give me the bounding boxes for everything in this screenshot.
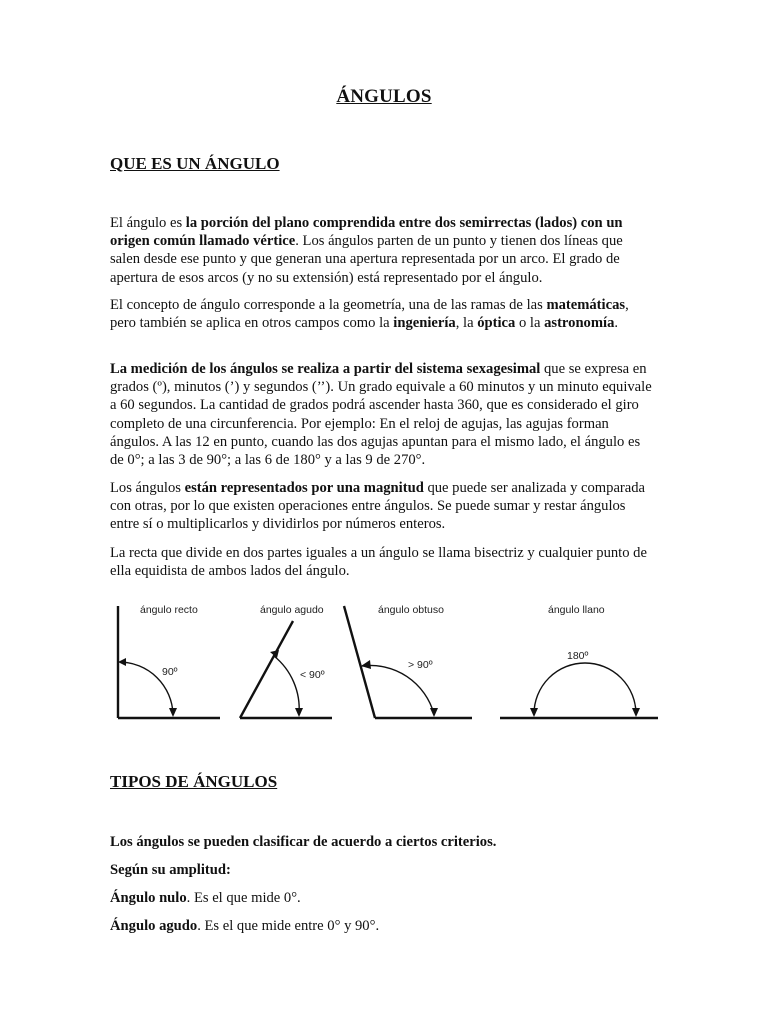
amplitude-heading: Según su amplitud: bbox=[110, 862, 231, 878]
right-angle-label: ángulo recto bbox=[140, 604, 198, 616]
text: , pero también se aplica en otros campos como la bbox=[110, 297, 629, 332]
right-angle-value: 90º bbox=[162, 666, 178, 678]
acute-angle-value: < 90º bbox=[300, 669, 325, 681]
obtuse-angle-label: ángulo obtuso bbox=[378, 604, 444, 616]
text: . Es el que mide entre 0° y 90°. bbox=[197, 918, 380, 934]
text: que puede ser analizada y comparada con otras, por lo que existen operaciones entre ángulos. Se puede sumar y restar ángulos entre sí o multiplicarlos y dividirlos por números enteros. bbox=[110, 480, 646, 533]
paragraph-magnitude bbox=[110, 479, 655, 534]
angle-type-agudo bbox=[110, 917, 379, 935]
bold-text: están representados por una magnitud bbox=[184, 480, 424, 496]
paragraph-bisectriz: La recta que divide en dos partes iguales a un ángulo se llama bisectriz y cualquier punto de ella equidista de ambos lados del ángulo. bbox=[110, 545, 647, 580]
text: Los ángulos bbox=[110, 480, 185, 496]
straight-angle-diagram bbox=[500, 604, 658, 718]
angles-figure bbox=[100, 596, 670, 726]
bold-text: la porción del plano comprendida entre dos semirrectas (lados) con un origen común llamado vértice bbox=[110, 215, 623, 250]
paragraph-definition bbox=[110, 214, 655, 287]
text: . bbox=[614, 315, 619, 332]
bold-text: La medición de los ángulos se realiza a partir del sistema sexagesimal bbox=[110, 361, 541, 377]
right-angle-diagram bbox=[118, 604, 220, 718]
text: . Es el que mide 0°. bbox=[186, 890, 301, 906]
obtuse-angle-diagram bbox=[344, 604, 472, 718]
section-heading-que-es: QUE ES UN ÁNGULO bbox=[110, 154, 280, 173]
text: El ángulo es bbox=[110, 215, 186, 231]
straight-angle-value: 180º bbox=[567, 650, 589, 662]
text: , la bbox=[455, 315, 478, 332]
bold-text: óptica bbox=[477, 315, 516, 332]
bold-text: Ángulo nulo bbox=[110, 890, 187, 906]
classify-line: Los ángulos se pueden clasificar de acuerdo a ciertos criterios. bbox=[110, 834, 497, 850]
text: o la bbox=[515, 315, 545, 332]
obtuse-angle-value: > 90º bbox=[408, 659, 433, 671]
bold-text: matemáticas bbox=[546, 297, 626, 313]
text: . Los ángulos parten de un punto y tienen dos líneas que salen desde ese punto y que generan una apertura representada por un arco. El grado de apertura de esos arcos (y no su extensión) está representado por el ángulo. bbox=[110, 233, 623, 286]
angle-type-nulo bbox=[110, 889, 301, 907]
paragraph-concept bbox=[110, 296, 655, 332]
bold-text: Ángulo agudo bbox=[110, 918, 198, 934]
straight-angle-label: ángulo llano bbox=[548, 604, 605, 616]
section-heading-tipos: TIPOS DE ÁNGULOS bbox=[110, 772, 278, 791]
acute-angle-diagram bbox=[240, 604, 332, 718]
acute-angle-label: ángulo agudo bbox=[260, 604, 324, 616]
page-title: ÁNGULOS bbox=[336, 86, 432, 107]
bold-text: astronomía bbox=[544, 315, 615, 332]
paragraph-measurement bbox=[110, 360, 655, 469]
bold-text: ingeniería bbox=[393, 315, 456, 332]
text: El concepto de ángulo corresponde a la geometría, una de las ramas de las bbox=[110, 297, 547, 313]
text: que se expresa en grados (º), minutos (’) y segundos (’’). Un grado equivale a 60 minutos y un minuto equivale a 60 segundos. La cantidad de grados podrá ascender hasta 360, que es considerado el giro completo de una circunferencia. Por ejemplo: En el reloj de agujas, las agujas forman ángulos. A las 12 en punto, cuando las dos agujas apuntan para el mismo lado, el ángulo es de 0°; a las 3 de 90°; a las 6 de 180° y a las 9 de 270°. bbox=[110, 361, 652, 469]
